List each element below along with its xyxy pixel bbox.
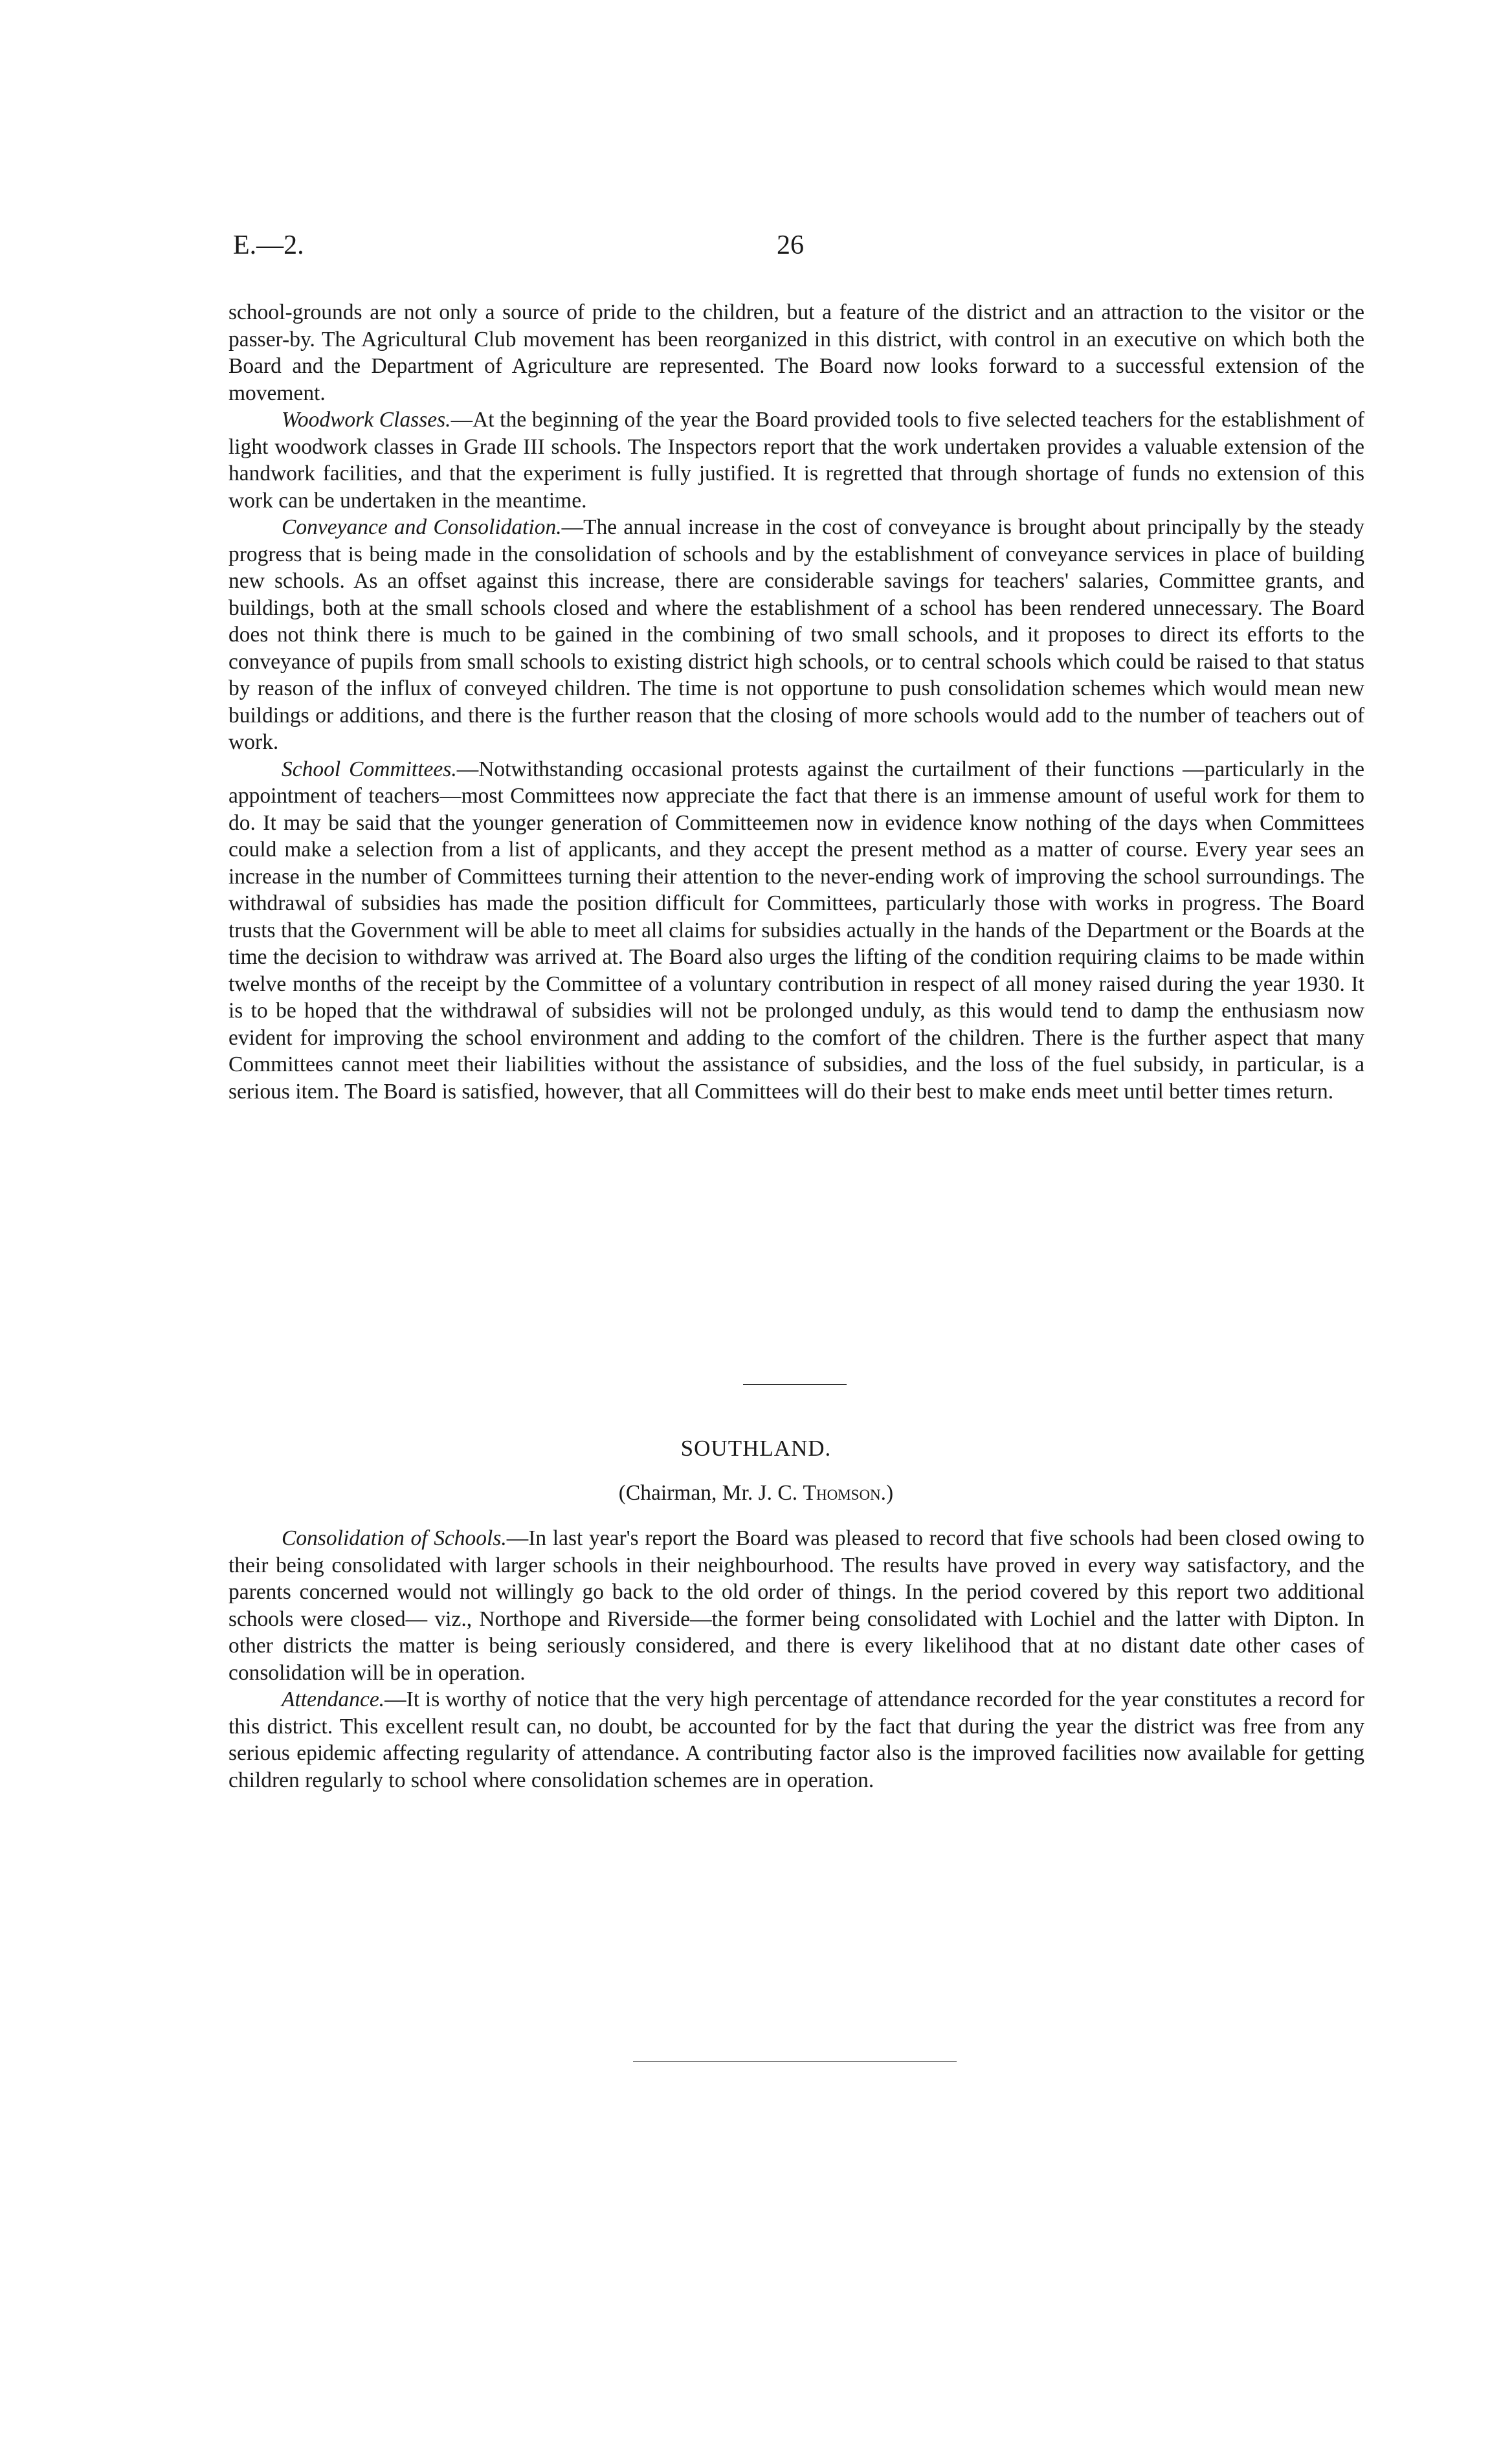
woodwork-heading: Woodwork Classes. bbox=[282, 408, 451, 432]
consolidation-paragraph bbox=[228, 1525, 1364, 1686]
conveyance-paragraph bbox=[228, 514, 1364, 756]
consolidation-text: —In last year's report the Board was pleased to record that five schools had been closed owing to their being consolidated with larger schools in their neighbourhood. The results have proved in every way satisfactory, and the parents concerned would not willingly go back to the old order of things. In the period covered by this report two additional schools were closed— viz., Northope and Riverside—the former being consolidated with Lochiel and the latter with Dipton. In other districts the matter is being seriously considered, and there is every likelihood that at no distant date other cases of consolidation will be in operation. bbox=[228, 1526, 1364, 1685]
woodwork-paragraph bbox=[228, 406, 1364, 514]
committees-text: —Notwithstanding occasional protests against the curtailment of their functions —particularly in the appointment of teachers—most Committees now appreciate the fact that there is an immense amount of useful work for them to do. It may be said that the younger generation of Committeemen now in evidence know nothing of the days when Committees could make a selection from a list of applicants, and they accept the present method as a matter of course. Every year sees an increase in the number of Committees turning their attention to the never-ending work of improving the school surroundings. The withdrawal of subsidies has made the position difficult for Committees, particularly those with works in progress. The Board trusts that the Government will be able to meet all claims for subsidies actually in the hands of the Department or the Boards at the time the decision to withdraw was arrived at. The Board also urges the lifting of the condition requiring claims to be made within twelve months of the receipt by the Committee of a voluntary contribution in respect of all money raised during the year 1930. It is to be hoped that the withdrawal of subsidies will not be prolonged unduly, as this would tend to damp the enthusiasm now evident for improving the school environment and adding to the comfort of the children. There is the further aspect that many Committees cannot meet their liabilities without the assistance of subsidies, and the loss of the fuel subsidy, in particular, is a serious item. The Board is satisfied, however, that all Committees will do their best to make ends meet until better times return. bbox=[228, 757, 1364, 1104]
conveyance-heading: Conveyance and Consolidation. bbox=[282, 515, 562, 539]
committees-heading: School Committees. bbox=[282, 757, 457, 781]
chairman-name: Thomson bbox=[803, 1481, 881, 1505]
intro-paragraph: school-grounds are not only a source of pride to the children, but a feature of the district and an attraction to the visitor or the passer-by. The Agricultural Club movement has been reorganized in this district, with control in an executive on which both the Board and the Department of Agriculture are represented. The Board now looks forward to a successful extension of the movement. bbox=[228, 300, 1364, 405]
attendance-paragraph bbox=[228, 1686, 1364, 1794]
southland-report bbox=[228, 1525, 1364, 1794]
consolidation-heading: Consolidation of Schools. bbox=[282, 1526, 507, 1550]
conveyance-text: —The annual increase in the cost of conveyance is brought about principally by the steady progress that is being made in the consolidation of schools and by the establishment of conveyance services in place of building new schools. As an offset against this increase, there are considerable savings for teachers' salaries, Committee grants, and buildings, both at the small schools closed and where the establishment of a school has been rendered unnecessary. The Board does not think there is much to be gained in the combining of two small schools, and it proposes to direct its efforts to the conveyance of pupils from small schools to existing district high schools, or to central schools which could be raised to that status by reason of the influx of conveyed children. The time is not opportune to push consolidation schemes which would mean new buildings or additions, and there is the further reason that the closing of more schools would add to the number of teachers out of work. bbox=[228, 515, 1364, 754]
attendance-heading: Attendance. bbox=[282, 1687, 385, 1711]
woodwork-text: —At the beginning of the year the Board provided tools to five selected teachers for the establishment of light woodwork classes in Grade III schools. The Inspectors report that the work undertaken provides a valuable extension of the handwork facilities, and that the experiment is fully justified. It is regretted that through shortage of funds no extension of this work can be undertaken in the meantime. bbox=[228, 408, 1364, 513]
document-reference: E.—2. bbox=[233, 230, 304, 260]
chairman-suffix: .) bbox=[880, 1481, 894, 1505]
attendance-text: —It is worthy of notice that the very high percentage of attendance recorded for the year constitutes a record for this district. This excellent result can, no doubt, be accounted for by the fact that during the year the district was free from any serious epidemic affecting regularity of attendance. A contributing factor also is the improved facilities now available for getting children regularly to school where consolidation schemes are in operation. bbox=[228, 1687, 1364, 1792]
end-divider bbox=[633, 2061, 957, 2062]
committees-paragraph bbox=[228, 756, 1364, 1106]
education-board-report-continued bbox=[228, 299, 1364, 1105]
southland-title: SOUTHLAND. bbox=[680, 1436, 832, 1461]
chairman-prefix: (Chairman, Mr. J. C. bbox=[618, 1481, 803, 1505]
southland-chairman bbox=[0, 1481, 1512, 1506]
page-number: 26 bbox=[777, 230, 804, 260]
page-header bbox=[233, 230, 1366, 269]
section-divider bbox=[743, 1384, 847, 1385]
